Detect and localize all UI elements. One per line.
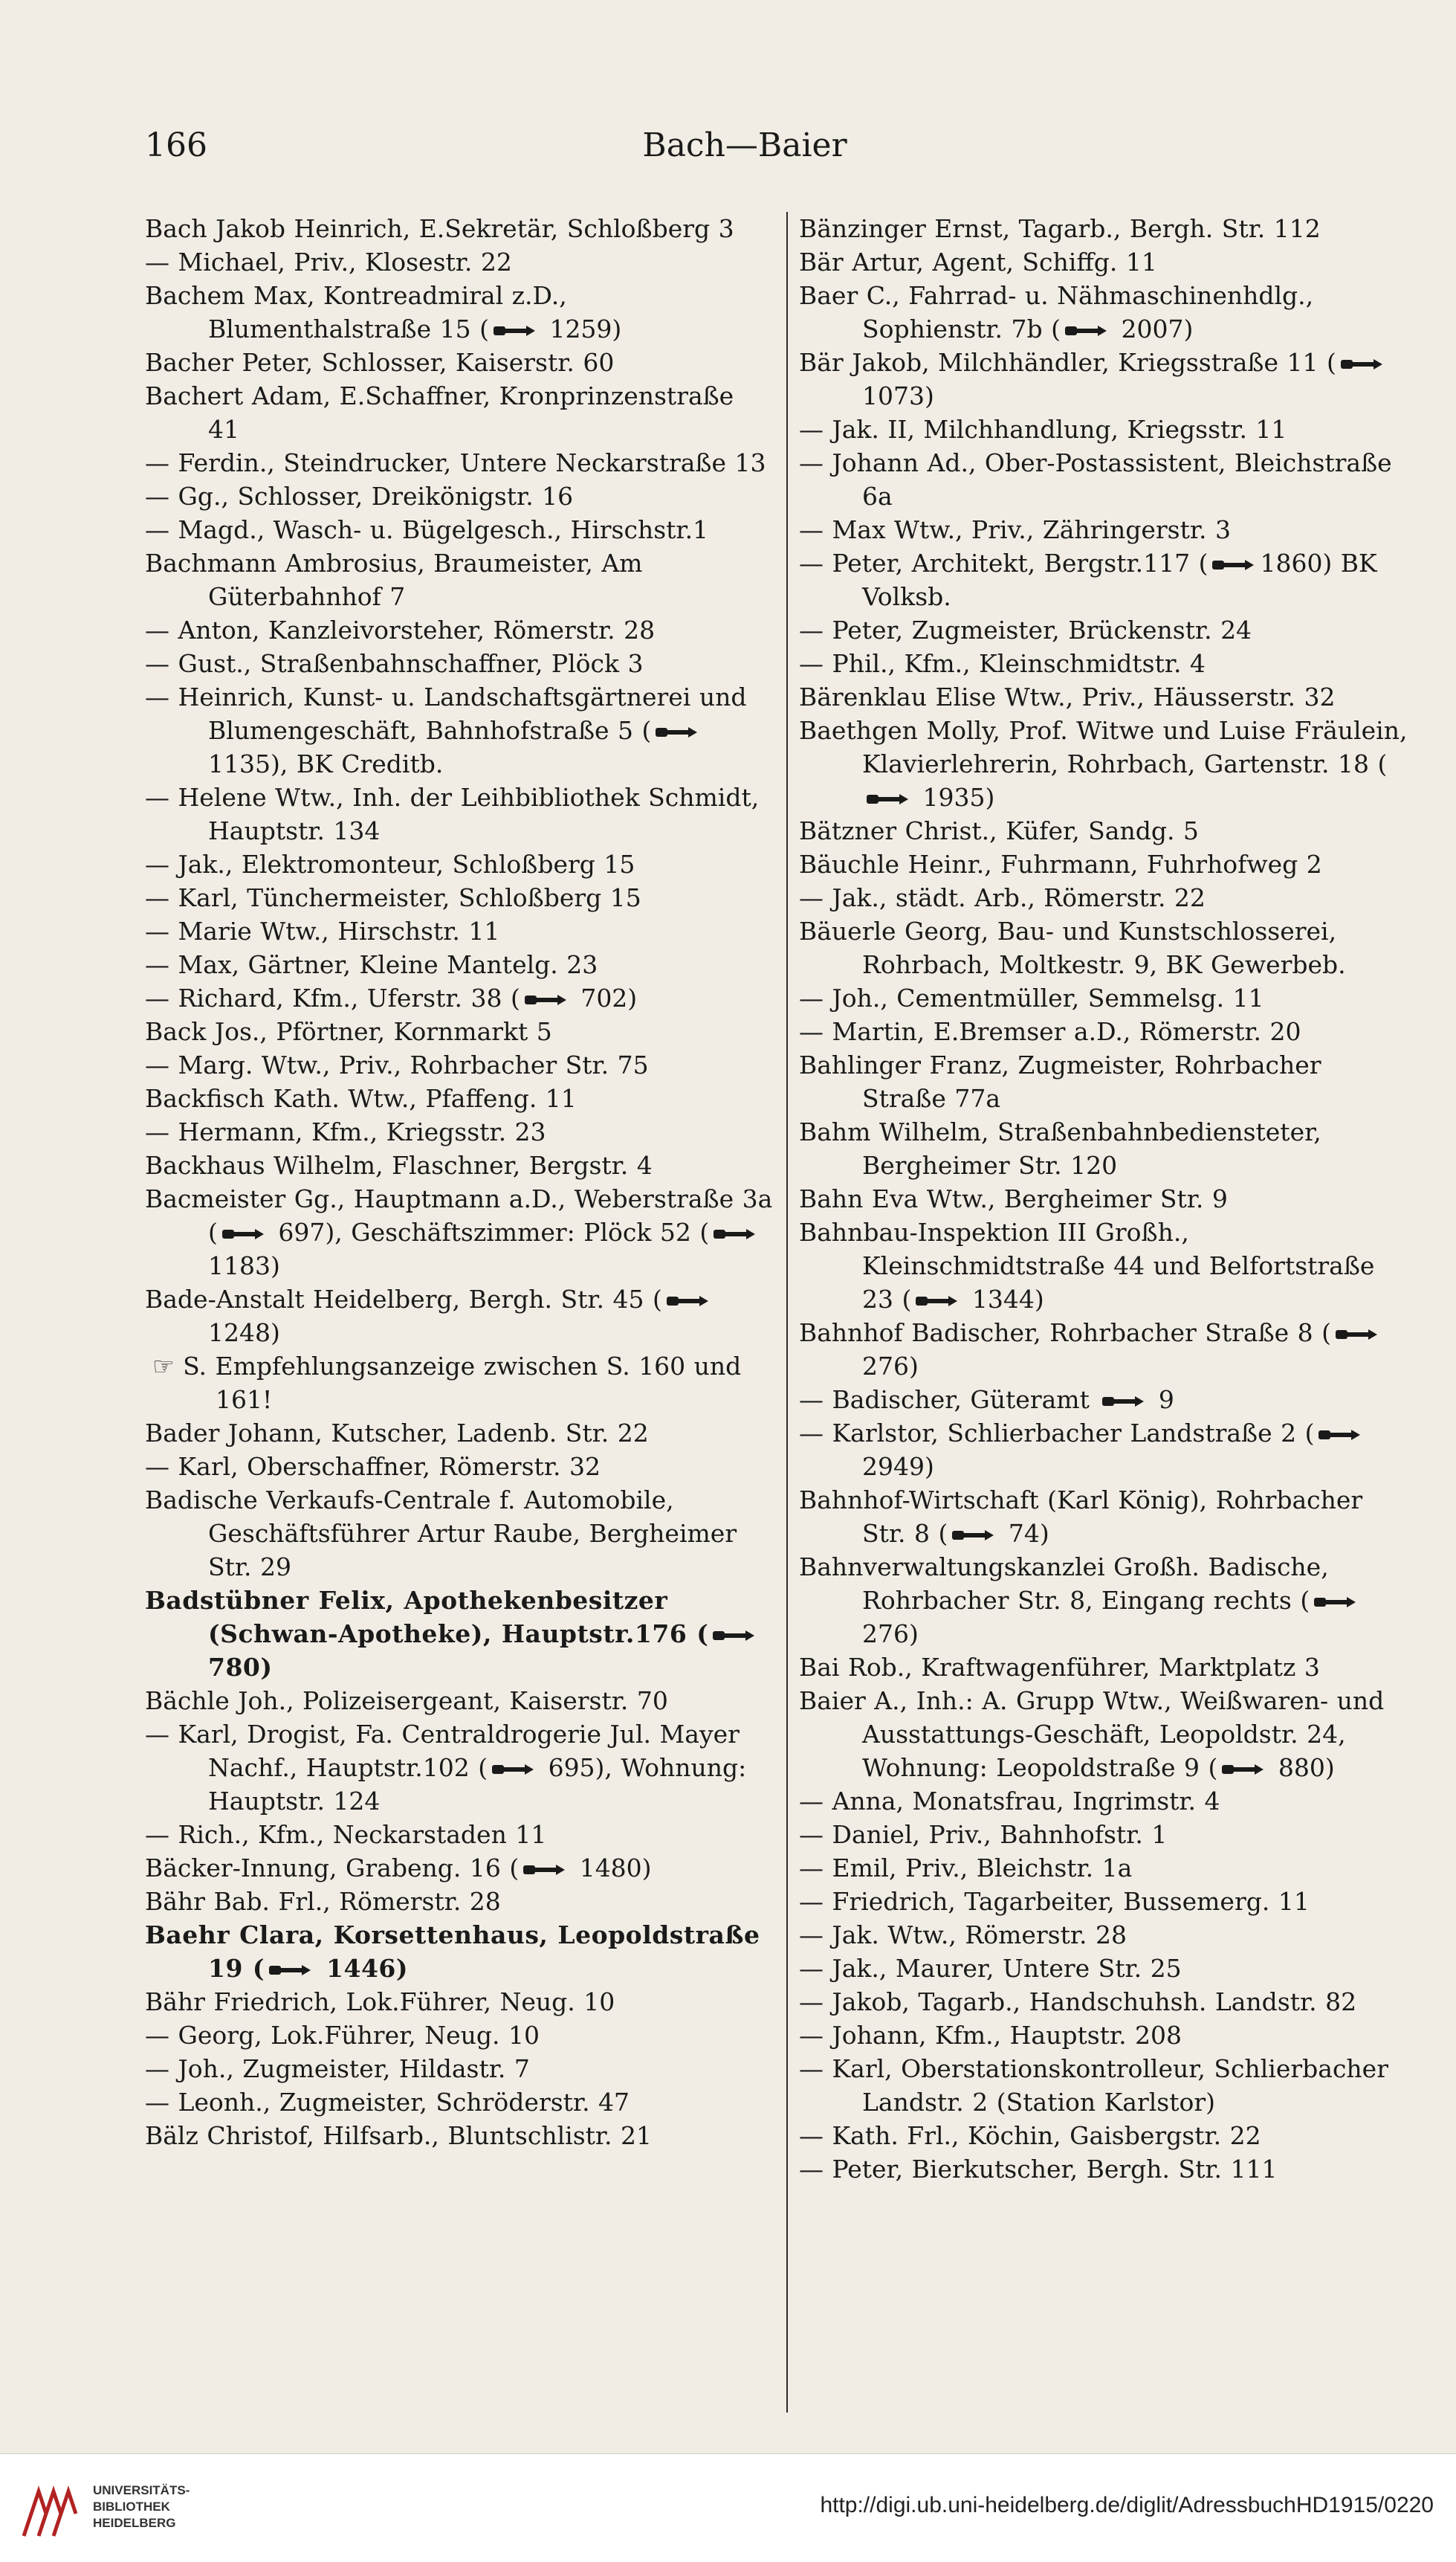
directory-entry: Bade-Anstalt Heidelberg, Bergh. Str. 45 ( 1248) [145, 1282, 773, 1349]
directory-entry: Bähr Friedrich, Lok.Führer, Neug. 10 [145, 1987, 615, 2016]
directory-entry: Bälz Christof, Hilfsarb., Bluntschlistr. 21 [145, 2121, 653, 2150]
directory-entry: — Karl, Oberschaffner, Römerstr. 32 [145, 1452, 601, 1481]
telephone-receiver-icon [523, 992, 569, 1008]
directory-entry: — Anna, Monatsfrau, Ingrimstr. 4 [799, 1787, 1220, 1816]
directory-entry: Bader Johann, Kutscher, Ladenb. Str. 22 [145, 1419, 649, 1448]
directory-entry: Backfisch Kath. Wtw., Pfaffeng. 11 [145, 1084, 577, 1113]
telephone-receiver-icon [865, 791, 911, 807]
directory-entry: Bächle Joh., Polizeisergeant, Kaiserstr. 70 [145, 1686, 668, 1715]
directory-entry: Bäuchle Heinr., Fuhrmann, Fuhrhofweg 2 [799, 850, 1322, 879]
directory-entry: Baer C., Fahrrad- u. Nähmaschinenhdlg., Sophienstr. 7b ( 2007) [799, 281, 1314, 343]
page-number: 166 [145, 126, 207, 164]
directory-entry: Bacmeister Gg., Hauptmann a.D., Weberstraße 3a ( 697), Geschäftszimmer: Plöck 52 ( 1183) [145, 1184, 773, 1280]
directory-entry: — Joh., Zugmeister, Hildastr. 7 [145, 2054, 530, 2083]
directory-entry: — Heinrich, Kunst- u. Landschaftsgärtnerei und Blumengeschäft, Bahnhofstraße 5 ( 1135), BK Creditb. [145, 683, 747, 778]
directory-entry: — Johann Ad., Ober-Postassistent, Bleichstraße 6a [799, 448, 1392, 511]
telephone-receiver-icon [1339, 356, 1385, 372]
directory-entry: — Peter, Zugmeister, Brückenstr. 24 [799, 616, 1252, 645]
telephone-receiver-icon [1211, 557, 1257, 573]
telephone-receiver-icon [221, 1226, 267, 1242]
directory-entry: Bahm Wilhelm, Straßenbahnbediensteter, Bergheimer Str. 120 [799, 1117, 1321, 1180]
directory-entry: Bahlinger Franz, Zugmeister, Rohrbacher Straße 77a [799, 1051, 1321, 1113]
directory-entry: — Richard, Kfm., Uferstr. 38 ( 702) [145, 984, 638, 1013]
directory-entry: — Marie Wtw., Hirschstr. 11 [145, 917, 500, 946]
directory-entry: ☞ S. Empfehlungsanzeige zwischen S. 160 und 161! [152, 1352, 742, 1414]
directory-entry: — Jak., Elektromonteur, Schloßberg 15 [145, 850, 635, 879]
directory-entry: — Max Wtw., Priv., Zähringerstr. 3 [799, 515, 1231, 544]
directory-entry: — Gg., Schlosser, Dreikönigstr. 16 [145, 482, 574, 511]
directory-entry: — Max, Gärtner, Kleine Mantelg. 23 [145, 950, 598, 979]
directory-entry: Backhaus Wilhelm, Flaschner, Bergstr. 4 [145, 1151, 653, 1180]
telephone-receiver-icon [951, 1527, 997, 1543]
directory-entry: Bachem Max, Kontreadmiral z.D., Blumenthalstraße 15 ( 1259) [145, 281, 622, 343]
directory-entry: — Kath. Frl., Köchin, Gaisbergstr. 22 [799, 2121, 1261, 2150]
directory-entry: — Michael, Priv., Klosestr. 22 [145, 248, 512, 277]
telephone-receiver-icon [1317, 1427, 1363, 1443]
directory-entry: — Gust., Straßenbahnschaffner, Plöck 3 [145, 649, 644, 678]
page-header [145, 126, 1345, 178]
directory-entry: — Peter, Bierkutscher, Bergh. Str. 111 [799, 2155, 1278, 2184]
telephone-receiver-icon [712, 1226, 758, 1242]
directory-entry: — Jak. II, Milchhandlung, Kriegsstr. 11 [799, 415, 1287, 444]
directory-entry: — Daniel, Priv., Bahnhofstr. 1 [799, 1820, 1168, 1849]
directory-entry: — Hermann, Kfm., Kriegsstr. 23 [145, 1117, 546, 1146]
directory-entry: Badstübner Felix, Apothekenbesitzer (Schwan-Apotheke), Hauptstr.176 ( 780) [145, 1584, 773, 1684]
directory-entry: Bär Jakob, Milchhändler, Kriegsstraße 11 ( 1073) [799, 346, 1412, 413]
telephone-receiver-icon [492, 323, 538, 339]
directory-entry: — Karl, Drogist, Fa. Centraldrogerie Jul. Mayer Nachf., Hauptstr.102 ( 695), Wohnung: Hauptstr. 124 [145, 1720, 747, 1816]
directory-entry: Bahnverwaltungskanzlei Großh. Badische, Rohrbacher Str. 8, Eingang rechts ( 276) [799, 1550, 1412, 1651]
directory-entry: — Jakob, Tagarb., Handschuhsh. Landstr. 82 [799, 1987, 1357, 2016]
telephone-receiver-icon [1064, 323, 1110, 339]
running-head: Bach—Baier [642, 126, 847, 164]
directory-entry: Bahnbau-Inspektion III Großh., Kleinschmidtstraße 44 und Belfortstraße 23 ( 1344) [799, 1218, 1375, 1314]
ub-heidelberg-logo [16, 2477, 83, 2543]
directory-entry: Bahn Eva Wtw., Bergheimer Str. 9 [799, 1184, 1228, 1213]
telephone-receiver-icon [491, 1761, 537, 1778]
directory-entry: — Jak., städt. Arb., Römerstr. 22 [799, 883, 1206, 912]
directory-entry: Bacher Peter, Schlosser, Kaiserstr. 60 [145, 348, 615, 377]
telephone-receiver-icon [654, 724, 700, 740]
telephone-receiver-icon [665, 1293, 711, 1309]
directory-entry: — Georg, Lok.Führer, Neug. 10 [145, 2021, 540, 2050]
directory-entry: Bachert Adam, E.Schaffner, Kronprinzenstraße 41 [145, 381, 734, 444]
telephone-receiver-icon [1220, 1761, 1266, 1778]
directory-entry: — Karl, Oberstationskontrolleur, Schlierbacher Landstr. 2 (Station Karlstor) [799, 2054, 1388, 2117]
directory-entry: Badische Verkaufs-Centrale f. Automobile, Geschäftsführer Artur Raube, Bergheimer Str. 29 [145, 1485, 737, 1581]
directory-entry: — Karl, Tünchermeister, Schloßberg 15 [145, 883, 641, 912]
directory-entry: Bäuerle Georg, Bau- und Kunstschlosserei, Rohrbach, Moltkestr. 9, BK Gewerbeb. [799, 917, 1346, 979]
column-divider [786, 212, 788, 2413]
directory-entry: Bäcker-Innung, Grabeng. 16 ( 1480) [145, 1853, 652, 1882]
directory-entry: — Friedrich, Tagarbeiter, Bussemerg. 11 [799, 1887, 1310, 1916]
directory-entry: — Rich., Kfm., Neckarstaden 11 [145, 1820, 547, 1849]
telephone-receiver-icon [1313, 1594, 1359, 1610]
directory-entry: Baehr Clara, Korsettenhaus, Leopoldstraße 19 ( 1446) [145, 1920, 760, 1983]
directory-entry: — Joh., Cementmüller, Semmelsg. 11 [799, 984, 1264, 1013]
right-column [799, 212, 1412, 2186]
directory-entry: Bär Artur, Agent, Schiffg. 11 [799, 248, 1157, 277]
telephone-receiver-icon [914, 1293, 960, 1309]
telephone-receiver-icon [1101, 1393, 1147, 1410]
directory-entry: Back Jos., Pförtner, Kornmarkt 5 [145, 1017, 552, 1046]
directory-entry: — Jak., Maurer, Untere Str. 25 [799, 1954, 1182, 1983]
directory-entry: — Ferdin., Steindrucker, Untere Neckarstraße 13 [145, 448, 766, 477]
telephone-receiver-icon [522, 1862, 568, 1878]
directory-entry: — Emil, Priv., Bleichstr. 1a [799, 1853, 1133, 1882]
directory-entry: Bai Rob., Kraftwagenführer, Marktplatz 3 [799, 1653, 1320, 1682]
directory-entry: — Badischer, Güteramt 9 [799, 1385, 1174, 1414]
footer-bar [0, 2453, 1456, 2562]
directory-entry: Bähr Bab. Frl., Römerstr. 28 [145, 1887, 501, 1916]
directory-entry: Bahnhof Badischer, Rohrbacher Straße 8 ( 276) [799, 1316, 1412, 1383]
directory-entry: Bach Jakob Heinrich, E.Sekretär, Schloßberg 3 [145, 214, 734, 243]
directory-entry: Baier A., Inh.: A. Grupp Wtw., Weißwaren- und Ausstattungs-Geschäft, Leopoldstr. 24, Wohnung: Leopoldstraße 9 ( 880) [799, 1686, 1385, 1782]
directory-entry: Bänzinger Ernst, Tagarb., Bergh. Str. 112 [799, 214, 1321, 243]
left-column [145, 212, 773, 2152]
directory-entry: — Anton, Kanzleivorsteher, Römerstr. 28 [145, 616, 656, 645]
telephone-receiver-icon [711, 1627, 757, 1644]
directory-entry: — Karlstor, Schlierbacher Landstraße 2 ( 2949) [799, 1416, 1412, 1483]
directory-entry: Baethgen Molly, Prof. Witwe und Luise Fräulein, Klavierlehrerin, Rohrbach, Gartenstr. 18 ( 1935) [799, 716, 1408, 812]
directory-entry: Bärenklau Elise Wtw., Priv., Häusserstr. 32 [799, 683, 1336, 712]
directory-entry: — Helene Wtw., Inh. der Leihbibliothek Schmidt, Hauptstr. 134 [145, 783, 760, 845]
telephone-receiver-icon [268, 1962, 314, 1978]
directory-entry: — Phil., Kfm., Kleinschmidtstr. 4 [799, 649, 1206, 678]
directory-entry: — Jak. Wtw., Römerstr. 28 [799, 1920, 1127, 1949]
telephone-receiver-icon [1334, 1326, 1380, 1343]
directory-entry: Bahnhof-Wirtschaft (Karl König), Rohrbacher Str. 8 ( 74) [799, 1485, 1363, 1548]
directory-entry: — Martin, E.Bremser a.D., Römerstr. 20 [799, 1017, 1301, 1046]
directory-entry: — Johann, Kfm., Hauptstr. 208 [799, 2021, 1182, 2050]
directory-entry: — Marg. Wtw., Priv., Rohrbacher Str. 75 [145, 1051, 649, 1080]
source-url-link[interactable]: http://digi.ub.uni-heidelberg.de/diglit/AdressbuchHD1915/0220 [820, 2493, 1434, 2517]
directory-entry: — Magd., Wasch- u. Bügelgesch., Hirschstr.1 [145, 515, 709, 544]
directory-entry: Bätzner Christ., Küfer, Sandg. 5 [799, 816, 1199, 845]
directory-entry: — Leonh., Zugmeister, Schröderstr. 47 [145, 2088, 630, 2117]
directory-entry: Bachmann Ambrosius, Braumeister, Am Güterbahnhof 7 [145, 549, 643, 611]
directory-entry: — Peter, Architekt, Bergstr.117 ( 1860) BK Volksb. [799, 549, 1377, 611]
library-name: UNIVERSITÄTS- BIBLIOTHEK HEIDELBERG [93, 2483, 190, 2530]
